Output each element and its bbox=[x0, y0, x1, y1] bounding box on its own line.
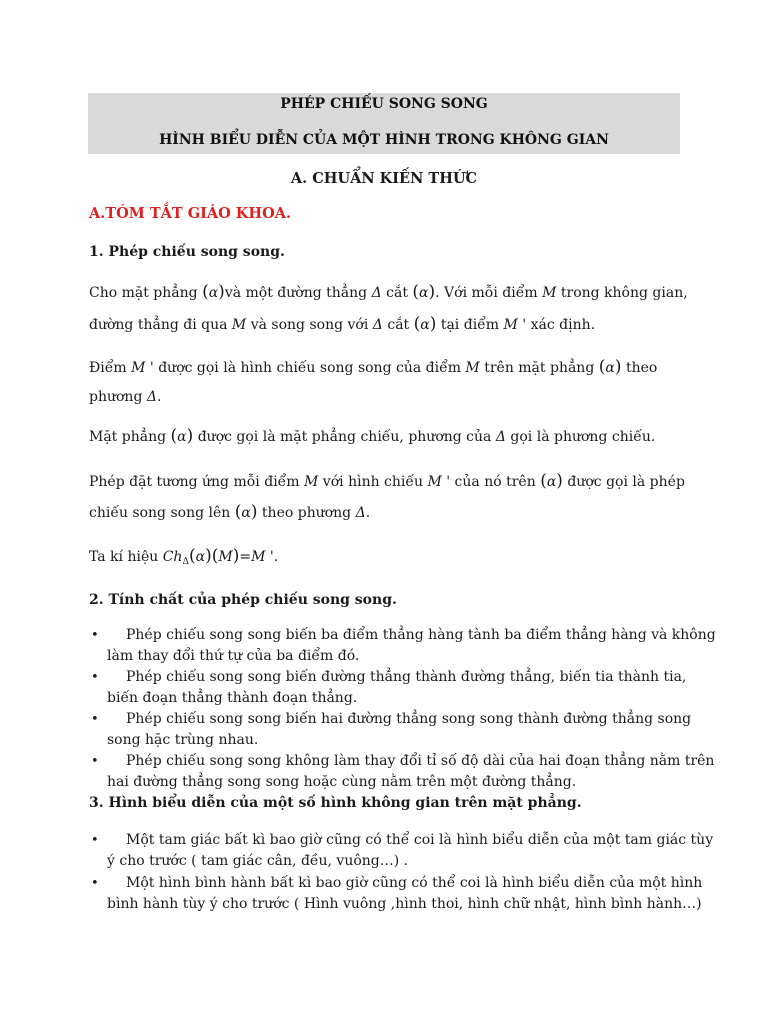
list-item-text: bình hành tùy ý cho trước ( Hình vuông ,hình thoi, hình chữ nhật, hình bình hành…) bbox=[107, 896, 702, 912]
bullet-icon: • bbox=[91, 712, 99, 727]
text: . bbox=[156, 389, 162, 405]
paragraph-line bbox=[89, 547, 689, 571]
section-2-heading: 2. Tính chất của phép chiếu song song. bbox=[89, 592, 397, 608]
paragraph-line bbox=[89, 503, 689, 522]
math-alpha-plane: (α) bbox=[598, 357, 622, 377]
math-alpha-plane: (α) bbox=[412, 282, 436, 302]
title-box bbox=[88, 93, 680, 154]
section-1-heading: 1. Phép chiếu song song. bbox=[89, 244, 285, 260]
bullet-icon: • bbox=[91, 833, 99, 848]
math-alpha-plane: (α) bbox=[413, 314, 437, 334]
section-3-heading: 3. Hình biểu diễn của một số hình không gian trên mặt phẳng. bbox=[89, 795, 582, 811]
list-item-text: Phép chiếu song song không làm thay đổi tỉ số độ dài của hai đoạn thẳng nằm trên bbox=[126, 753, 715, 769]
section-heading-a: A. CHUẨN KIẾN THỨC bbox=[290, 170, 478, 187]
math-M: M bbox=[465, 360, 480, 376]
text: đường thẳng đi qua bbox=[89, 317, 232, 333]
paragraph-line bbox=[89, 315, 689, 334]
list-item-text: Một hình bình hành bất kì bao giờ cũng có thể coi là hình biểu diễn của một hình bbox=[126, 875, 703, 891]
list-item-text: Một tam giác bất kì bao giờ cũng có thể coi là hình biểu diễn của một tam giác tùy bbox=[126, 832, 714, 848]
list-item-text: Phép chiếu song song biến đường thẳng thành đường thẳng, biến tia thành tia, bbox=[126, 669, 687, 685]
math-alpha-plane: (α) bbox=[540, 471, 563, 491]
list-item-text: làm thay đổi thứ tự của ba điểm đó. bbox=[107, 648, 360, 664]
paragraph-line bbox=[89, 358, 689, 377]
math-delta: Δ bbox=[371, 285, 382, 301]
text: theo phương bbox=[257, 505, 356, 521]
summary-heading: A.TÓM TẮT GIÁO KHOA. bbox=[89, 205, 292, 222]
text: với hình chiếu bbox=[318, 474, 428, 490]
text: và một đường thẳng bbox=[224, 285, 372, 301]
text: tại điểm bbox=[436, 317, 504, 333]
paragraph-line bbox=[89, 388, 689, 406]
text: được gọi là mặt phẳng chiếu, phương của bbox=[193, 429, 496, 445]
math-alpha-plane: (α) bbox=[170, 426, 194, 446]
text: . bbox=[365, 505, 371, 521]
text: xác định. bbox=[526, 317, 596, 333]
text: cắt bbox=[382, 317, 414, 333]
text: trong không gian, bbox=[556, 285, 688, 301]
math-alpha-plane: (α) bbox=[234, 502, 258, 522]
list-item-text: ý cho trước ( tam giác cân, đều, vuông…) . bbox=[107, 853, 409, 869]
text: của nó trên bbox=[450, 474, 541, 490]
paragraph-line bbox=[89, 427, 689, 446]
text: chiếu song song lên bbox=[89, 505, 235, 521]
text: trên mặt phẳng bbox=[479, 360, 599, 376]
math-delta: Δ bbox=[355, 505, 366, 521]
math-delta: Δ bbox=[146, 389, 157, 405]
text: Cho mặt phẳng bbox=[89, 285, 203, 301]
list-item-text: Phép chiếu song song biến hai đường thẳng song song thành đường thẳng song bbox=[126, 711, 692, 727]
list-item-text: song hặc trùng nhau. bbox=[107, 732, 259, 748]
text: Ta kí hiệu bbox=[89, 549, 163, 565]
math-M-prime: M ' bbox=[427, 474, 451, 490]
math-delta: Δ bbox=[495, 429, 506, 445]
text: Phép đặt tương ứng mỗi điểm bbox=[89, 474, 305, 490]
bullet-icon: • bbox=[91, 628, 99, 643]
text: Mặt phẳng bbox=[89, 429, 171, 445]
page-title: PHÉP CHIẾU SONG SONG bbox=[280, 96, 488, 112]
text: theo bbox=[621, 360, 658, 376]
math-M: M bbox=[231, 317, 247, 333]
math-M: M bbox=[542, 285, 557, 301]
math-M-prime: M ' bbox=[503, 317, 527, 333]
text: và song song với bbox=[246, 317, 373, 333]
math-alpha-plane: (α) bbox=[202, 282, 225, 302]
list-item-text: biến đoạn thẳng thành đoạn thẳng. bbox=[107, 690, 358, 706]
math-notation: $Ch_\Delta(\alpha)(M)=M$ '. bbox=[162, 546, 279, 567]
bullet-icon: • bbox=[91, 754, 99, 769]
text: cắt bbox=[381, 285, 413, 301]
text: gọi là phương chiếu. bbox=[505, 429, 656, 445]
text: được gọi là hình chiếu song song của điểm bbox=[153, 360, 466, 376]
math-M: M bbox=[304, 474, 319, 490]
math-delta: Δ bbox=[372, 317, 383, 333]
bullet-icon: • bbox=[91, 670, 99, 685]
page-subtitle: HÌNH BIỂU DIỄN CỦA MỘT HÌNH TRONG KHÔNG GIAN bbox=[159, 132, 609, 148]
text: được gọi là phép bbox=[562, 474, 685, 490]
text: Điểm bbox=[89, 360, 132, 376]
text: . Với mỗi điểm bbox=[435, 285, 543, 301]
list-item-text: hai đường thẳng song song hoặc cùng nằm trên một đường thẳng. bbox=[107, 774, 577, 790]
paragraph-line bbox=[89, 472, 689, 491]
text: phương bbox=[89, 389, 147, 405]
list-item-text: Phép chiếu song song biến ba điểm thẳng hàng tành ba điểm thẳng hàng và không bbox=[126, 627, 716, 643]
math-M-prime: M ' bbox=[131, 360, 154, 376]
paragraph-line bbox=[89, 283, 689, 302]
bullet-icon: • bbox=[91, 876, 99, 891]
